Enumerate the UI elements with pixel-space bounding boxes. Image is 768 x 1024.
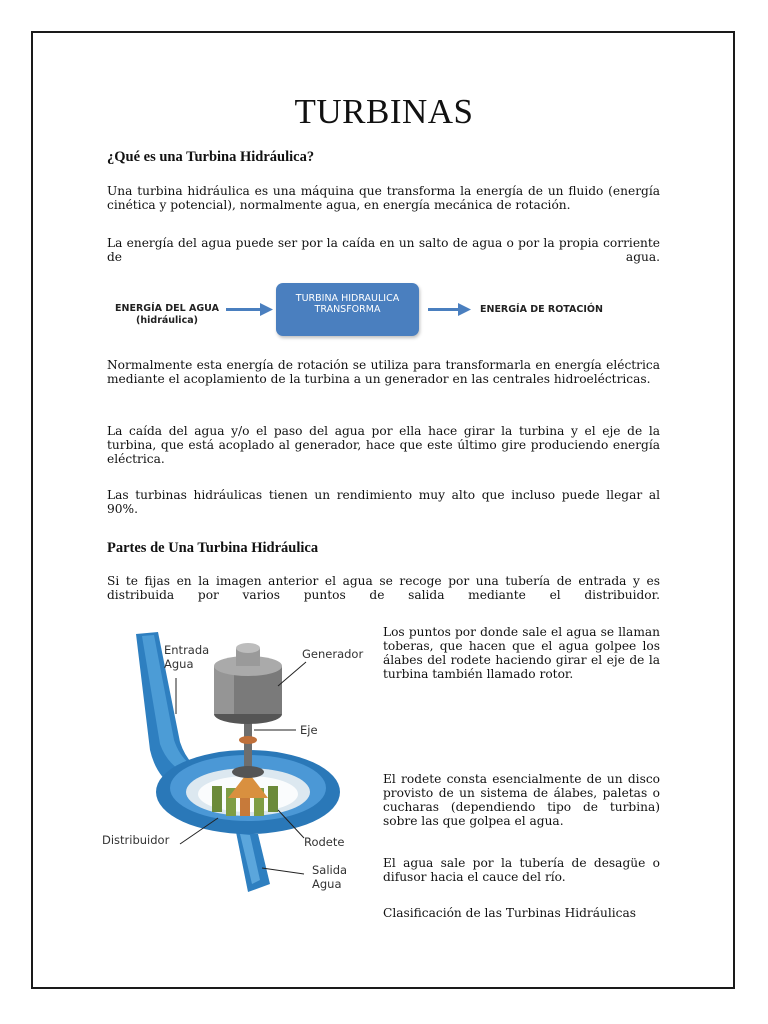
flow-input-label [107,303,227,327]
paragraph-definition: Una turbina hidráulica es una máquina que transforma la energía de un fluido (energía cinética y potencial), normalmente agua, en energía mecánica de rotación. [107,184,660,212]
label-eje: Eje [300,723,318,737]
section-heading-parts: Partes de Una Turbina Hidráulica [107,540,319,556]
turbine-diagram [98,622,370,900]
paragraph-rodete: El rodete consta esencialmente de un disco provisto de un sistema de álabes, paletas o cucharas (dependiendo tipo de turbina) sobre las que golpea el agua. [383,772,660,828]
label-entrada-agua: Agua [164,657,194,671]
flow-turbine-box [276,283,419,336]
paragraph-energy-source: La energía del agua puede ser por la caída en un salto de agua o por la propia corriente de agua. [107,236,660,264]
paragraph-distribution: Si te fijas en la imagen anterior el agua se recoge por una tubería de entrada y es distribuida por varios puntos de salida mediante el distribuidor. [107,574,660,602]
arrow-right-icon [226,302,274,318]
page-title: TURBINAS [294,92,474,131]
paragraph-desague: El agua sale por la tubería de desagüe o difusor hacia el cauce del río. [383,856,660,884]
label-salida-agua: Agua [312,877,342,891]
arrow-right-icon [428,302,472,318]
label-rodete: Rodete [304,835,345,849]
label-entrada: Entrada [164,643,210,657]
label-salida: Salida [312,863,348,877]
flow-input-line2: (hidráulica) [136,315,198,326]
flow-output-label: ENERGÍA DE ROTACIÓN [480,304,603,315]
flow-input-line1: ENERGÍA DEL AGUA [115,303,219,314]
paragraph-efficiency: Las turbinas hidráulicas tienen un rendimiento muy alto que incluso puede llegar al 90%. [107,488,660,516]
generator [214,643,282,724]
label-generador: Generador [302,647,364,661]
paragraph-mechanism: La caída del agua y/o el paso del agua por ella hace girar la turbina y el eje de la turbina, que está acoplado al generador, hace que este último gire produciendo energía eléctrica. [107,424,660,466]
label-distribuidor: Distribuidor [102,833,170,847]
flow-box-line2: TRANSFORMA [314,304,381,315]
section-heading-what-is: ¿Qué es una Turbina Hidráulica? [107,149,315,165]
flow-box-line1: TURBINA HIDRAULICA [295,293,400,304]
paragraph-electric-use: Normalmente esta energía de rotación se utiliza para transformarla en energía eléctrica mediante el acoplamiento de la turbina a un generador en las centrales hidroeléctricas. [107,358,660,386]
paragraph-toberas: Los puntos por donde sale el agua se llaman toberas, que hacen que el agua golpee los álabes del rodete haciendo girar el eje de la turbina también llamado rotor. [383,625,660,681]
paragraph-clasificacion: Clasificación de las Turbinas Hidráulicas [383,906,636,920]
